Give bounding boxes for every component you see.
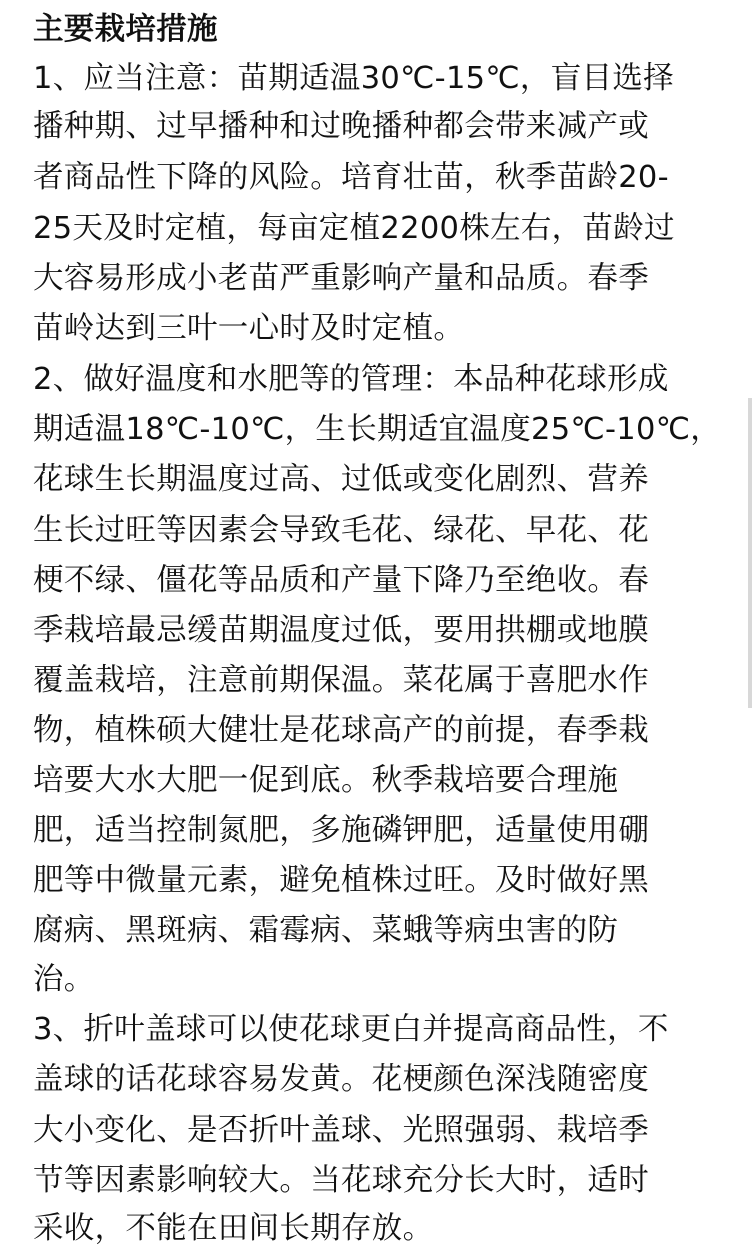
text-line-15: 培要大水大肥一促到底。秋季栽培要合理施 [33,763,619,798]
text-line-10: 生长过旺等因素会导致毛花、绿花、早花、花 [33,513,649,548]
text-line-2: 播种期、过早播种和过晚播种都会带来减产或 [33,109,649,144]
text-line-17: 肥等中微量元素，避免植株过旺。及时做好黑 [33,863,649,898]
text-line-23: 节等因素影响较大。当花球充分长大时，适时 [33,1163,649,1198]
scrollbar[interactable] [748,398,752,708]
text-line-19: 治。 [33,962,95,997]
text-line-21: 盖球的话花球容易发黄。花梗颜色深浅随密度 [33,1062,649,1097]
text-line-13: 覆盖栽培，注意前期保温。菜花属于喜肥水作 [33,663,649,698]
text-line-9: 花球生长期温度过高、过低或变化剧烈、营养 [33,462,649,497]
text-line-16: 肥，适当控制氮肥，多施磷钾肥，适量使用硼 [33,813,649,848]
page-title: 主要栽培措施 [33,12,218,47]
text-line-1: 1、应当注意：苗期适温30℃-15℃，盲目选择 [33,61,674,96]
text-line-14: 物，植株硕大健壮是花球高产的前提，春季栽 [33,713,649,748]
text-line-12: 季栽培最忌缓苗期温度过低，要用拱棚或地膜 [33,613,649,648]
text-line-6: 苗岭达到三叶一心时及时定植。 [33,311,465,346]
text-line-24: 采收，不能在田间长期存放。 [33,1211,434,1246]
text-line-20: 3、折叶盖球可以使花球更白并提高商品性，不 [33,1012,669,1047]
text-line-18: 腐病、黑斑病、霜霉病、菜蛾等病虫害的防 [33,913,619,948]
text-line-5: 大容易形成小老苗严重影响产量和品质。春季 [33,261,649,296]
text-line-4: 25天及时定植，每亩定植2200株左右，苗龄过 [33,211,675,246]
text-line-11: 梗不绿、僵花等品质和产量下降乃至绝收。春 [33,563,649,598]
text-line-8: 期适温18℃-10℃，生长期适宜温度25℃-10℃， [33,412,722,447]
text-line-7: 2、做好温度和水肥等的管理：本品种花球形成 [33,362,669,397]
text-line-22: 大小变化、是否折叶盖球、光照强弱、栽培季 [33,1113,649,1148]
text-line-3: 者商品性下降的风险。培育壮苗，秋季苗龄20- [33,160,669,195]
